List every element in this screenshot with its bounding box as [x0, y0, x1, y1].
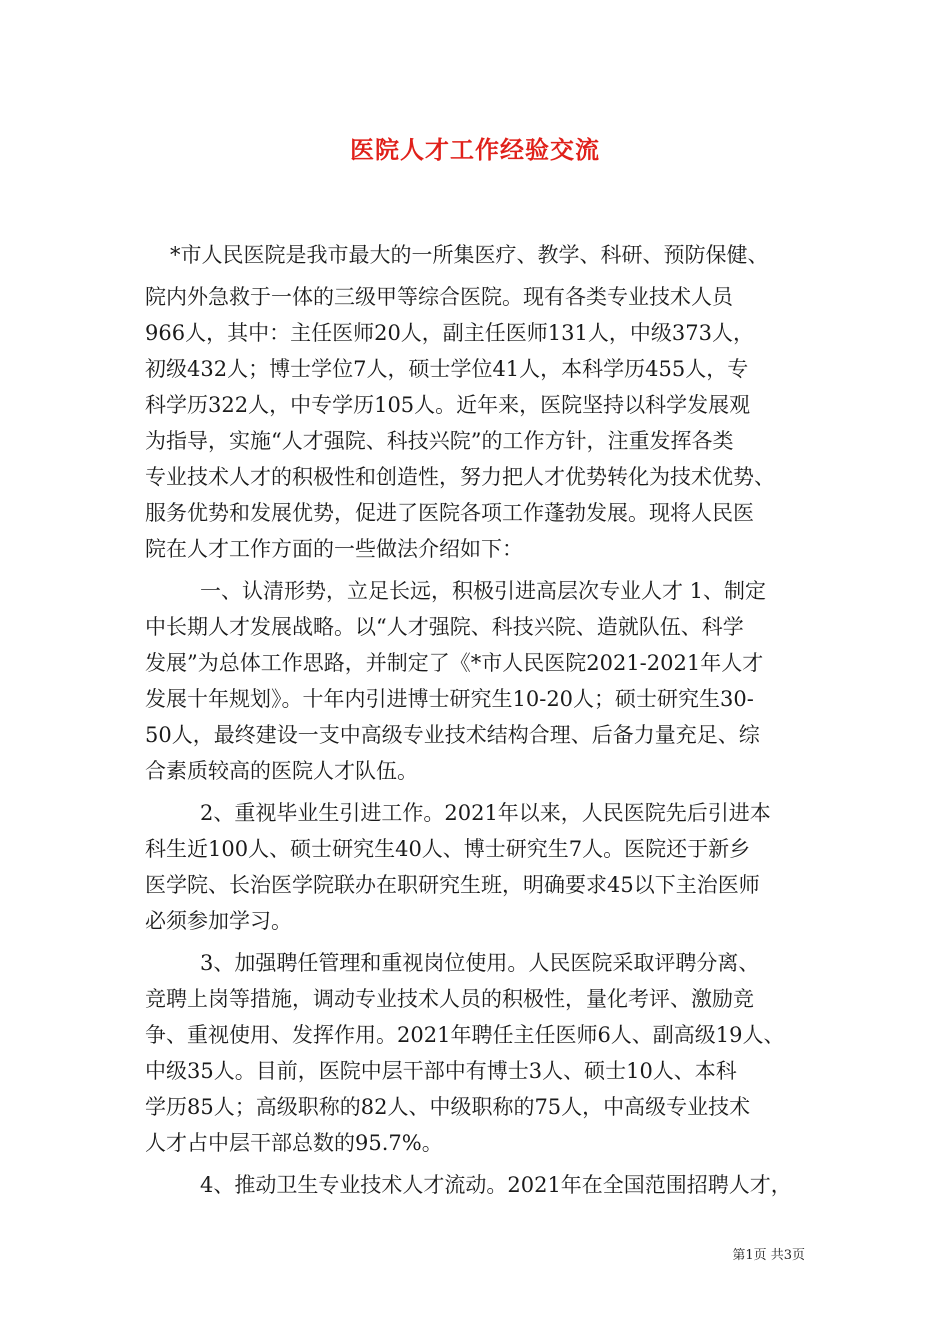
body-line: 966人，其中：主任医师20人，副主任医师131人，中级373人， — [145, 321, 754, 345]
body-line: 专业技术人才的积极性和创造性，努力把人才优势转化为技术优势、 — [145, 465, 775, 489]
document-title: 医院人才工作经验交流 — [350, 135, 600, 164]
body-line: 竞聘上岗等措施，调动专业技术人员的积极性，量化考评、激励竞 — [145, 987, 754, 1011]
body-line: 中级35人。目前，医院中层干部中有博士3人、硕士10人、本科 — [145, 1059, 737, 1083]
body-line: 为指导，实施“人才强院、科技兴院”的工作方针，注重发挥各类 — [145, 429, 734, 453]
body-line: 科生近100人、硕士研究生40人、博士研究生7人。医院还于新乡 — [145, 837, 751, 861]
body-line: 服务优势和发展优势，促进了医院各项工作蓬勃发展。现将人民医 — [145, 501, 754, 525]
page-number: 第1页 共3页 — [732, 1248, 805, 1263]
body-line: 医学院、长治医学院联办在职研究生班，明确要求45以下主治医师 — [145, 873, 760, 897]
body-line: 必须参加学习。 — [145, 909, 292, 933]
body-line: 合素质较高的医院人才队伍。 — [145, 759, 418, 783]
body-line: 发展”为总体工作思路，并制定了《*市人民医院2021-2021年人才 — [145, 651, 764, 675]
body-line: 一、认清形势，立足长远，积极引进高层次专业人才 1、制定 — [200, 579, 767, 603]
body-line: 发展十年规划》。十年内引进博士研究生10-20人；硕士研究生30- — [145, 687, 754, 711]
body-line: 2、重视毕业生引进工作。2021年以来，人民医院先后引进本 — [200, 801, 771, 825]
body-line: 院在人才工作方面的一些做法介绍如下： — [145, 537, 523, 561]
body-line: 院内外急救于一体的三级甲等综合医院。现有各类专业技术人员 — [145, 285, 733, 309]
body-line: 4、推动卫生专业技术人才流动。2021年在全国范围招聘人才， — [200, 1173, 792, 1197]
body-line: 3、加强聘任管理和重视岗位使用。人民医院采取评聘分离、 — [200, 951, 760, 975]
body-line: 初级432人；博士学位7人，硕士学位41人，本科学历455人，专 — [145, 357, 749, 381]
body-line: 中长期人才发展战略。以“人才强院、科技兴院、造就队伍、科学 — [145, 615, 744, 639]
body-line: *市人民医院是我市最大的一所集医疗、教学、科研、预防保健、 — [170, 243, 769, 267]
body-line: 学历85人；高级职称的82人、中级职称的75人，中高级专业技术 — [145, 1095, 751, 1119]
body-line: 50人，最终建设一支中高级专业技术结构合理、后备力量充足、综 — [145, 723, 760, 747]
body-line: 人才占中层干部总数的95.7%。 — [145, 1131, 443, 1155]
body-line: 科学历322人，中专学历105人。近年来，医院坚持以科学发展观 — [145, 393, 751, 417]
body-line: 争、重视使用、发挥作用。2021年聘任主任医师6人、副高级19人、 — [145, 1023, 785, 1047]
